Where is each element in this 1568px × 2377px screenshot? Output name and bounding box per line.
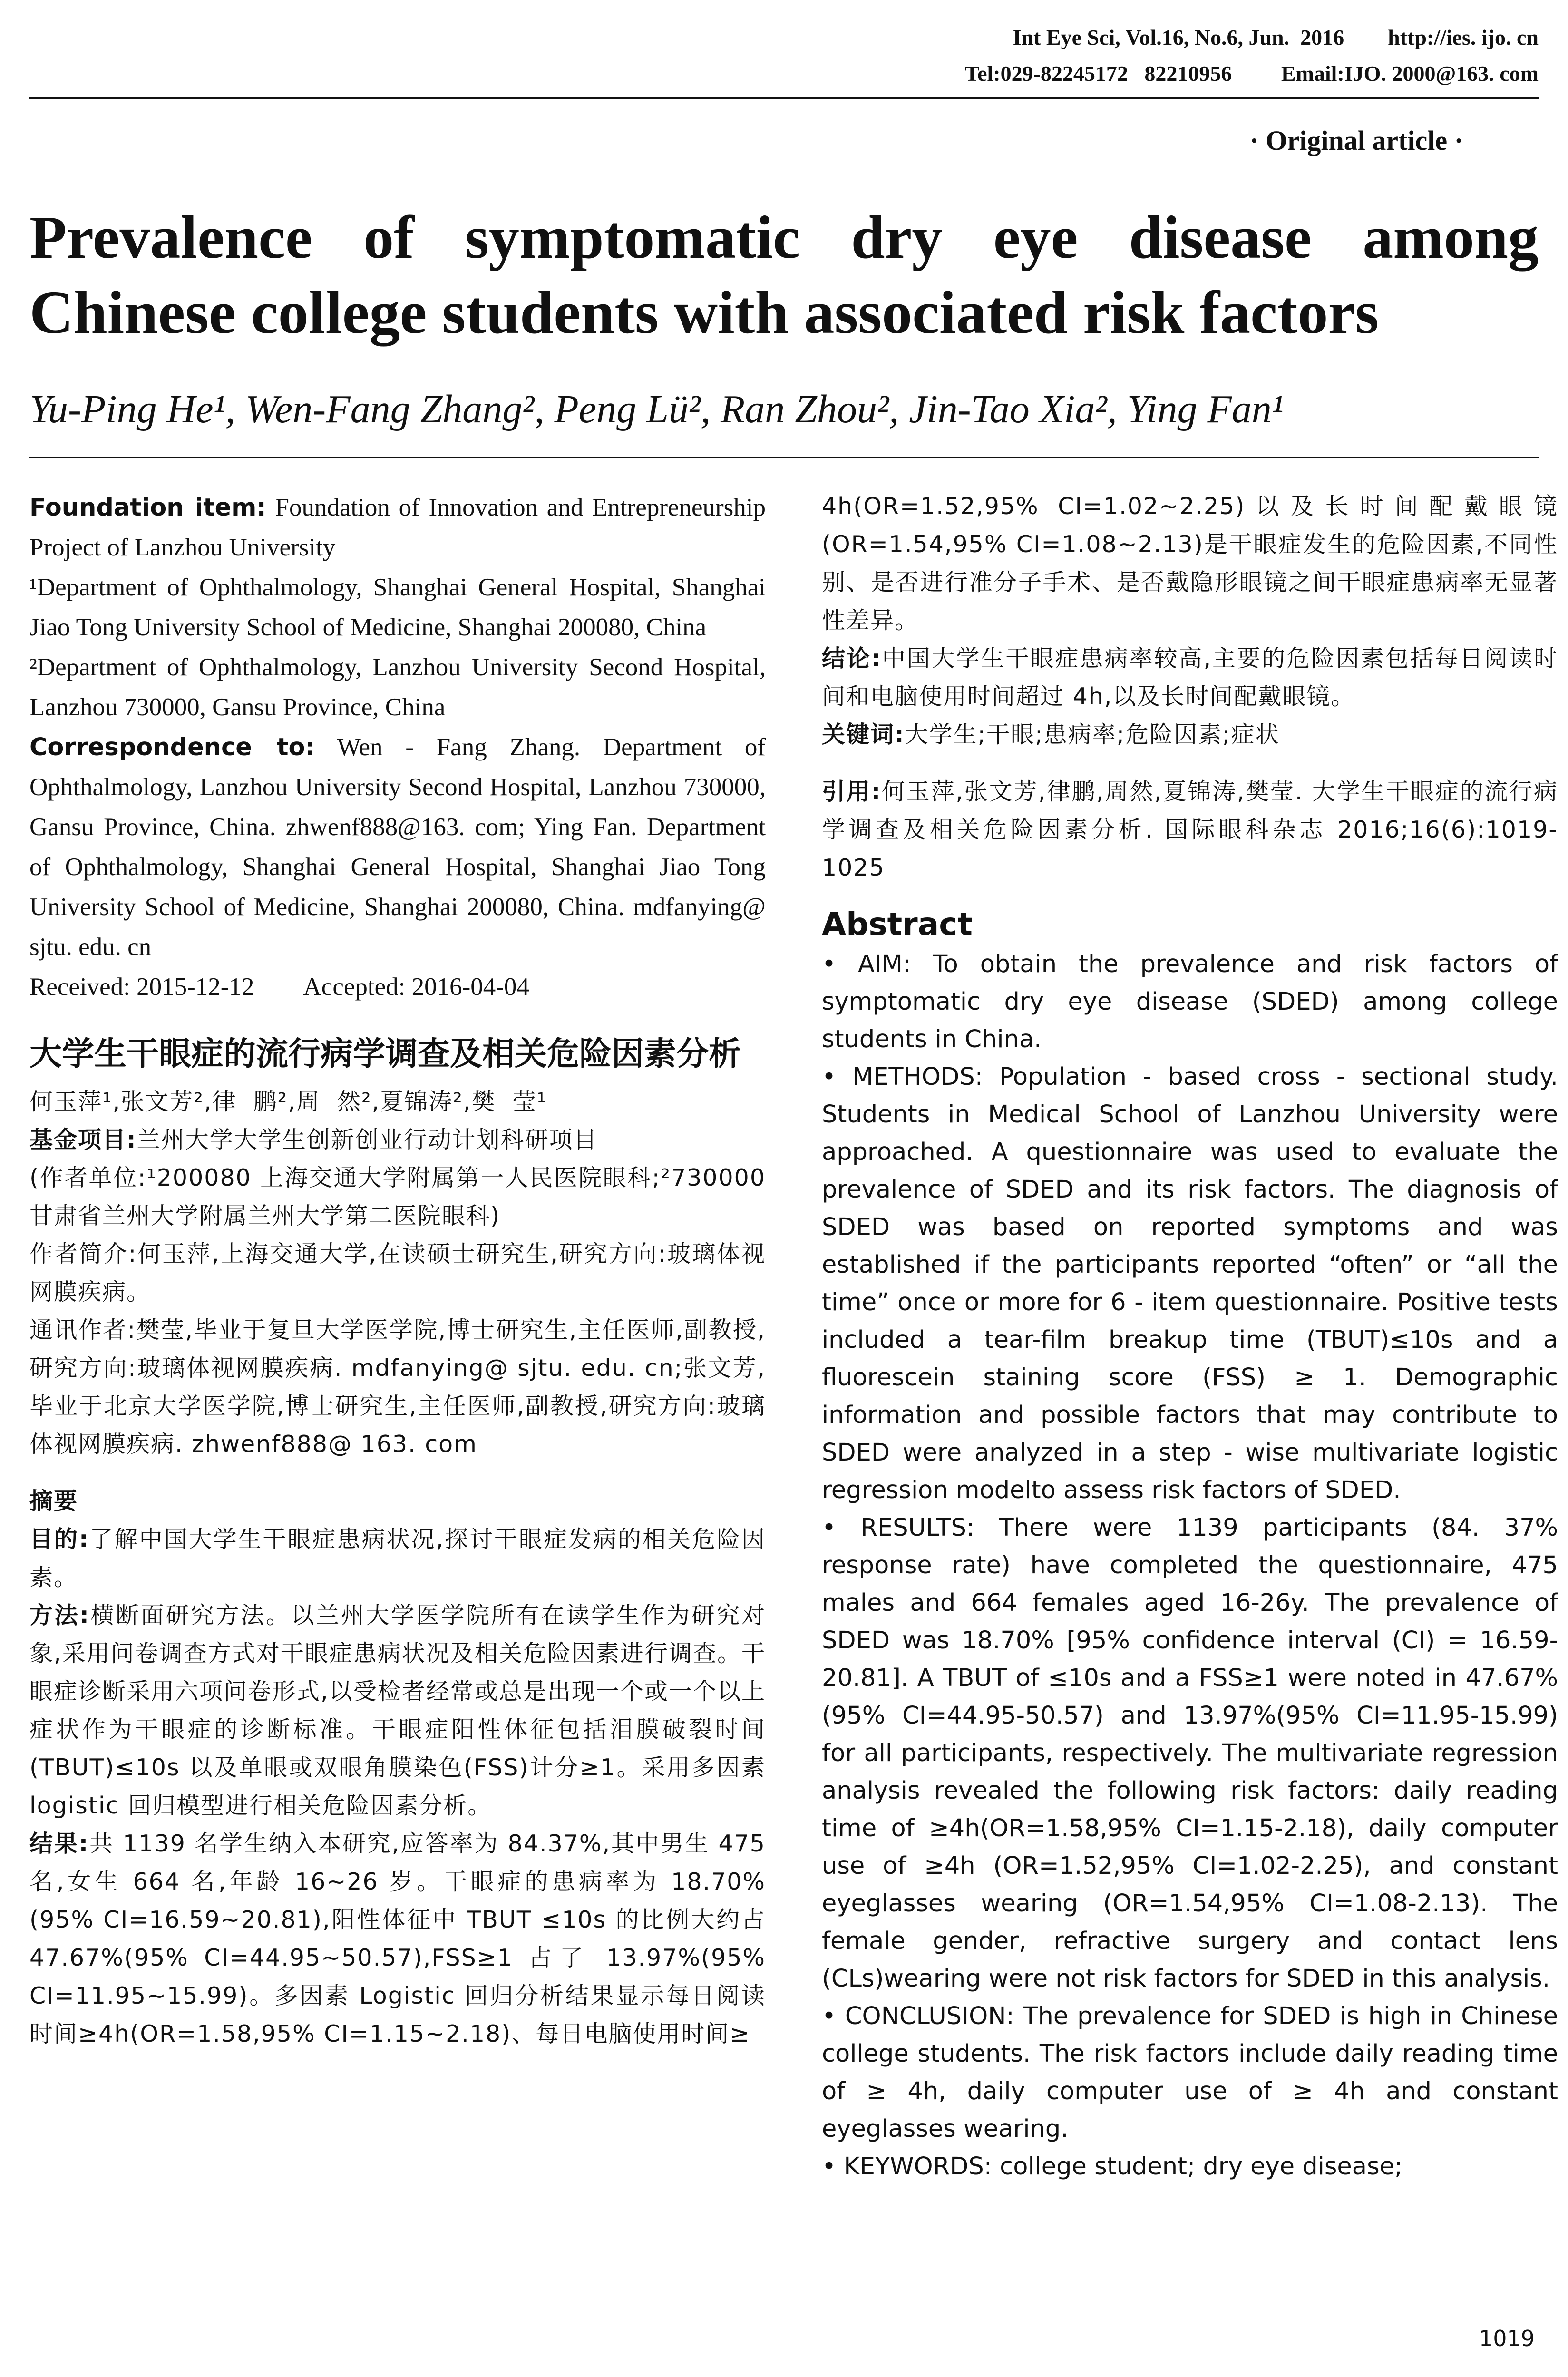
- chinese-foundation-text: 兰州大学大学生创新创业行动计划科研项目: [136, 1126, 598, 1153]
- aim-label: • AIM:: [822, 950, 911, 978]
- methods-text: Population - based cross - sectional study. Students in Medical School of Lanzhou University were approached. A questionnaire was used to evaluate the prevalence of SDED and its risk factors. The diagnosis of SDED was based on reported symptoms and was established if the participants reported “often” or “all the time” once or more for 6 - item questionnaire. Positive tests included a tear-film breakup time (TBUT)≤10s and a fluorescein staining score (FSS) ≥ 1. Demographic information and possible factors that may contribute to SDED were analyzed in a step - wise multivariate logistic regression modelto assess risk factors of SDED.: [822, 1063, 1558, 1504]
- abstract-aim: [822, 945, 1558, 1058]
- chinese-citation-text: 何玉萍,张文芳,律鹏,周然,夏锦涛,樊莹. 大学生干眼症的流行病学调查及相关危险因素分析. 国际眼科杂志 2016;16(6):1019-1025: [822, 778, 1558, 881]
- chinese-aim: [29, 1520, 766, 1597]
- chinese-keywords: [822, 716, 1558, 754]
- keywords-label: • KEYWORDS:: [822, 2153, 992, 2181]
- chinese-citation-label: 引用:: [822, 778, 882, 805]
- journal-header-line2: Tel:029-82245172 82210956 Email:IJO. 2000@163. com: [964, 61, 1539, 86]
- chinese-author-intro: 作者简介:何玉萍,上海交通大学,在读硕士研究生,研究方向:玻璃体视网膜疾病。: [29, 1240, 766, 1305]
- results-label: • RESULTS:: [822, 1514, 975, 1542]
- methods-label: • METHODS:: [822, 1063, 983, 1091]
- author-list: Yu-Ping He¹, Wen-Fang Zhang², Peng Lü², Ran Zhou², Jin-Tao Xia², Ying Fan¹: [29, 387, 1284, 431]
- chinese-results-label: 结果:: [29, 1830, 89, 1857]
- journal-header-line1: Int Eye Sci, Vol.16, No.6, Jun. 2016 http://ies. ijo. cn: [1013, 25, 1539, 49]
- foundation-label: Foundation item:: [29, 494, 266, 522]
- affiliation-1: ¹Department of Ophthalmology, Shanghai General Hospital, Shanghai Jiao Tong University School of Medicine, Shanghai 200080, China: [29, 574, 766, 641]
- abstract-conclusion: [822, 1997, 1558, 2148]
- abstract-results: [822, 1509, 1558, 1997]
- chinese-conclusion: [822, 640, 1558, 716]
- chinese-foundation: [29, 1121, 766, 1159]
- chinese-aim-text: 了解中国大学生干眼症患病状况,探讨干眼症发病的相关危险因素。: [29, 1526, 766, 1591]
- results-text: There were 1139 participants (84. 37% response rate) have completed the questionnaire, 475 males and 664 females aged 16-26y. The prevalence of SDED was 18.70% [95% confidence interval (CI) = 16.59-20.81]. A TBUT of ≤10s and a FSS≥1 were noted in 47.67%(95% CI=44.95-50.57) and 13.97%(95% CI=11.95-15.99) for all participants, respectively. The multivariate regression analysis revealed the following risk factors: daily reading time of ≥4h(OR=1.58,95% CI=1.15-2.18), daily computer use of ≥4h (OR=1.52,95% CI=1.02-2.25), and constant eyeglasses wearing (OR=1.54,95% CI=1.08-2.13). The female gender, refractive surgery and contact lens (CLs)wearing were not risk factors for SDED in this analysis.: [822, 1514, 1558, 1993]
- keywords-text: college student; dry eye disease;: [992, 2153, 1403, 2181]
- page-number: 1019: [1479, 2326, 1535, 2351]
- title-line2: Chinese college students with associated risk factors: [29, 279, 1379, 346]
- received-accepted: Received: 2015-12-12 Accepted: 2016-04-04: [29, 973, 529, 1001]
- chinese-abstract-heading: 摘要: [29, 1488, 78, 1515]
- correspondence-text: Wen - Fang Zhang. Department of Ophthalmology, Lanzhou University Second Hospital, Lanzhou 730000, Gansu Province, China. zhwenf888@163. com; Ying Fan. Department of Ophthalmology, Shanghai General Hospital, Shanghai Jiao Tong University School of Medicine, Shanghai 200080, China. mdfanying@ sjtu. edu. cn: [29, 733, 766, 961]
- chinese-title: 大学生干眼症的流行病学调查及相关危险因素分析: [29, 1035, 741, 1073]
- article-type: · Original article ·: [1249, 125, 1463, 156]
- chinese-methods-label: 方法:: [29, 1602, 90, 1629]
- chinese-units: (作者单位:¹200080 上海交通大学附属第一人民医院眼科;²730000 甘肃省兰州大学附属兰州大学第二医院眼科): [29, 1164, 766, 1229]
- conclusion-text: The prevalence for SDED is high in Chinese college students. The risk factors include daily reading time of ≥ 4h, daily computer use of ≥ 4h and constant eyeglasses wearing.: [822, 2002, 1558, 2143]
- chinese-keywords-label: 关键词:: [822, 721, 905, 748]
- correspondence-label: Correspondence to:: [29, 733, 315, 761]
- conclusion-label: • CONCLUSION:: [822, 2002, 1014, 2030]
- chinese-keywords-text: 大学生;干眼;患病率;危险因素;症状: [905, 721, 1280, 748]
- paper-title: [29, 200, 1539, 350]
- affiliation-2: ²Department of Ophthalmology, Lanzhou University Second Hospital, Lanzhou 730000, Gansu Province, China: [29, 653, 766, 721]
- aim-text: To obtain the prevalence and risk factors of symptomatic dry eye disease (SDED) among college students in China.: [822, 950, 1558, 1053]
- correspondence: [29, 727, 766, 967]
- author-rule: [29, 457, 1539, 458]
- chinese-methods-text: 横断面研究方法。以兰州大学医学院所有在读学生作为研究对象,采用问卷调查方式对干眼症患病状况及相关危险因素进行调查。干眼症诊断采用六项问卷形式,以受检者经常或总是出现一个或一个以上症状作为干眼症的诊断标准。干眼症阳性体征包括泪膜破裂时间(TBUT)≤10s 以及单眼或双眼角膜染色(FSS)计分≥1。采用多因素 logistic 回归模型进行相关危险因素分析。: [29, 1602, 766, 1819]
- chinese-results-continued: 4h(OR=1.52,95% CI=1.02~2.25)以及长时间配戴眼镜(OR=1.54,95% CI=1.08~2.13)是干眼症发生的危险因素,不同性别、是否进行准分子手术、是否戴隐形眼镜之间干眼症患病率无显著性差异。: [822, 493, 1558, 634]
- header-rule: [29, 97, 1539, 99]
- chinese-foundation-label: 基金项目:: [29, 1126, 137, 1153]
- chinese-conclusion-label: 结论:: [822, 645, 882, 672]
- foundation-item: [29, 487, 766, 567]
- chinese-citation: [822, 773, 1558, 887]
- abstract-keywords: [822, 2148, 1558, 2185]
- chinese-methods: [29, 1597, 766, 1825]
- chinese-aim-label: 目的:: [29, 1526, 89, 1553]
- abstract-heading: Abstract: [822, 906, 973, 943]
- chinese-conclusion-text: 中国大学生干眼症患病率较高,主要的危险因素包括每日阅读时间和电脑使用时间超过 4h,以及长时间配戴眼镜。: [822, 645, 1558, 710]
- chinese-results: [29, 1825, 766, 2053]
- chinese-contact: 通讯作者:樊莹,毕业于复旦大学医学院,博士研究生,主任医师,副教授,研究方向:玻璃体视网膜疾病. mdfanying@ sjtu. edu. cn;张文芳,毕业于北京大学医学院,博士研究生,主任医师,副教授,研究方向:玻璃体视网膜疾病. zhwenf888@ 163. com: [29, 1316, 766, 1458]
- title-line1: Prevalence of symptomatic dry eye disease among: [29, 204, 1539, 271]
- right-column: [822, 487, 1558, 2185]
- abstract-methods: [822, 1058, 1558, 1509]
- chinese-results-text: 共 1139 名学生纳入本研究,应答率为 84.37%,其中男生 475 名,女生 664 名,年龄 16~26 岁。干眼症的患病率为 18.70%(95% CI=16.59~20.81),阳性体征中 TBUT ≤10s 的比例大约占 47.67%(95% CI=44.95~50.57),FSS≥1 占了 13.97%(95% CI=11.95~15.99)。多因素 Logistic 回归分析结果显示每日阅读时间≥4h(OR=1.58,95% CI=1.15~2.18)、每日电脑使用时间≥: [29, 1830, 766, 2047]
- foundation-text: Foundation of Innovation and Entrepreneurship Project of Lanzhou University: [29, 494, 766, 561]
- chinese-authors: 何玉萍¹,张文芳²,律 鹏²,周 然²,夏锦涛²,樊 莹¹: [29, 1088, 547, 1115]
- left-column: [29, 487, 766, 2053]
